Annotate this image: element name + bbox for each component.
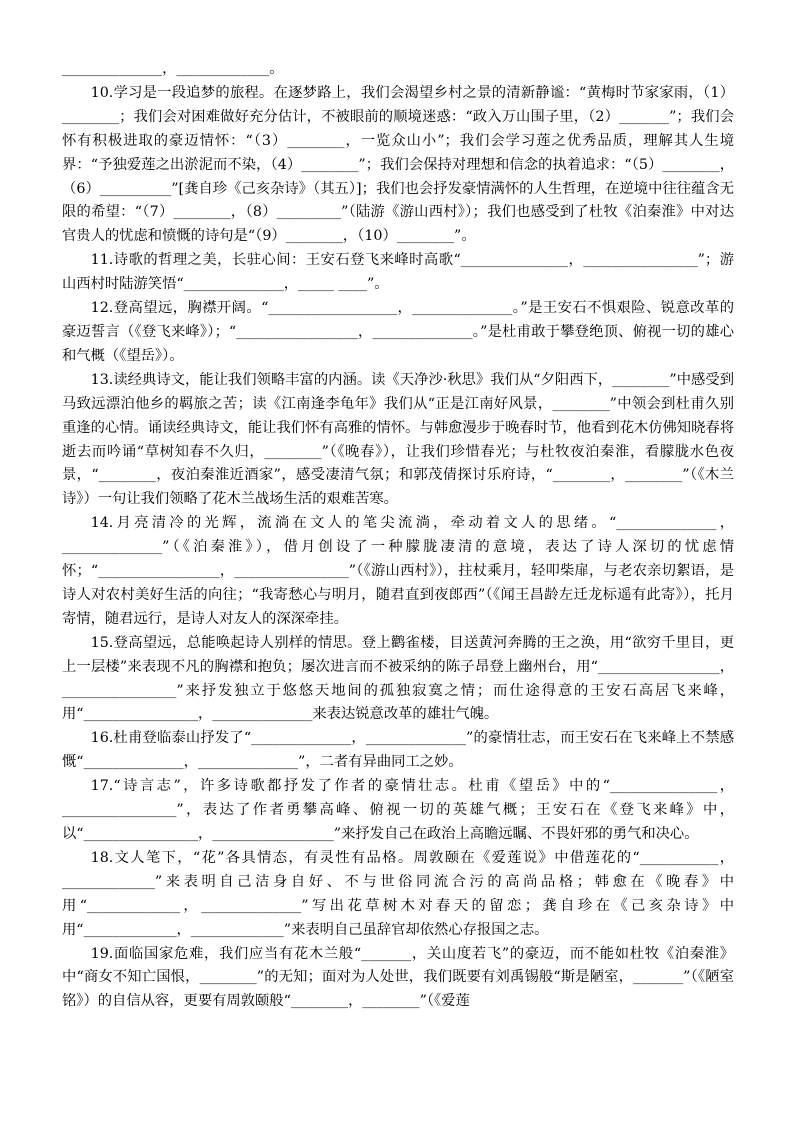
paragraph-q12: 12.登高望远，胸襟开阔。“__________________，______________。”是王安石不惧艰险、锐意改革的豪迈誓言（《登飞来峰》）；“_________________，______________。”是杜甫敢于攀登绝顶、俯视一切的雄心和气概（《望岳》）。 — [62, 300, 734, 364]
paragraph-q10: 10.学习是一段追梦的旅程。在逐梦路上，我们会渴望乡村之景的清新静谧：“黄梅时节家家雨，（1）________；我们会对困难做好充分估计，不被眼前的顺境迷惑：“政入万山围子里，（2）_______”；我们会怀有积极进取的豪迈情怀：“（3）________，一览众山小”；我们会学习莲之优秀品质，理解其人生境界：“予独爱莲之出淤泥而不染，（4）________”；我们会保持对理想和信念的执着追求：“（5）________，（6）__________”[龚自珍《己亥杂诗》（其五）]；我们也会抒发豪情满怀的人生哲理，在逆境中往往蕴含无限的希望：“（7）________，（8）_________”（陆游《游山西村》）；我们也感受到了杜牧《泊秦淮》中对达官贵人的忧虑和愤慨的诗句是“（9）________，（10）________”。 — [62, 84, 734, 245]
paragraph-q14: 14.月亮清冷的光辉，流淌在文人的笔尖流淌，牵动着文人的思绪。“______________，______________”（《泊秦淮》），借月创设了一种朦胧凄清的意境，表达了诗人深切的忧虑情怀；“_________________，________________”（《游山西村》），拄杖乘月，轻叩柴扉，与老农亲切絮语，是诗人对农村美好生活的向往；“我寄愁心与明月，随君直到夜郎西”（《闻王昌龄左迁龙标遥有此寄》），托月寄情，随君远行，是诗人对友人的深深牵挂。 — [62, 515, 734, 627]
paragraph-q18: 18.文人笔下，“花”各具情态，有灵性有品格。周敦颐在《爱莲说》中借莲花的“___________，_____________”来表明自己洁身自好、不与世俗同流合污的高尚品格；韩愈在《晚春》中用“_____________，______________”写出花草树木对春天的留恋；龚自珍在《己亥杂诗》中用“_____________，_____________”来表明自己虽辞官却依然心存报国之志。 — [62, 849, 734, 938]
paragraph-q17: 17.“诗言志”，许多诗歌都抒发了作者的豪情壮志。杜甫《望岳》中的“_______________，________________”，表达了作者勇攀高峰、俯视一切的英雄气概；王安石在《登飞来峰》中，以“________________，_________________”来抒发自己在政治上高瞻远瞩、不畏奸邪的勇气和决心。 — [62, 778, 734, 842]
paragraph-q9-tail: ______________，_____________。 — [62, 61, 284, 77]
paragraph-q16: 16.杜甫登临泰山抒发了“______________，______________”的豪情壮志，而王安石在飞来峰上不禁感慨“______________，______________”，二者有异曲同工之妙。 — [62, 730, 734, 771]
paragraph-q13: 13.读经典诗文，能让我们领略丰富的内涵。读《天净沙·秋思》我们从“夕阳西下，________”中感受到马致远漂泊他乡的羁旅之苦；读《江南逢李龟年》我们从“正是江南好风景，________”中领会到杜甫久别重逢的心情。诵读经典诗文，能让我们怀有高雅的情怀。与韩愈漫步于晚春时节，他看到花木仿佛知晓春将逝去而吟诵“草树知春不久归，________”（《晚春》），让我们珍惜春光；与杜牧夜泊秦淮，看朦胧水色夜景，“________，夜泊秦淮近酒家”，感受凄清气氛；和郭茂倩探讨乐府诗，“________，________”（《木兰诗》）一句让我们领略了花木兰战场生活的艰难苦寒。 — [62, 371, 734, 508]
paragraph-q15: 15.登高望远，总能唤起诗人别样的情思。登上鹳雀楼，目送黄河奔腾的王之涣，用“欲穷千里目，更上一层楼”来表现不凡的胸襟和抱负；屡次进言而不被采纳的陈子昂登上幽州台，用“_________________，________________”来抒发独立于悠悠天地间的孤独寂寞之情；而仕途得意的王安石高居飞来峰，用“________________，______________来表达锐意改革的雄壮气魄。 — [62, 634, 734, 723]
paragraph-q19: 19.面临国家危难，我们应当有花木兰般“_______，关山度若飞”的豪迈，而不能如杜牧《泊秦淮》中“商女不知亡国恨，________”的无知；面对为人处世，我们既要有刘禹锡般“斯是陋室，_______”（《陋室铭》）的自信从容，更要有周敦颐般“________，________”（《爱莲 — [62, 945, 734, 1010]
paragraph-q11: 11.诗歌的哲理之美，长驻心间：王安石登飞来峰时高歌“_______________，________________”；游山西村时陆游笑悟“______________，_____ ____”。 — [62, 252, 734, 293]
document-page — [62, 58, 734, 1014]
